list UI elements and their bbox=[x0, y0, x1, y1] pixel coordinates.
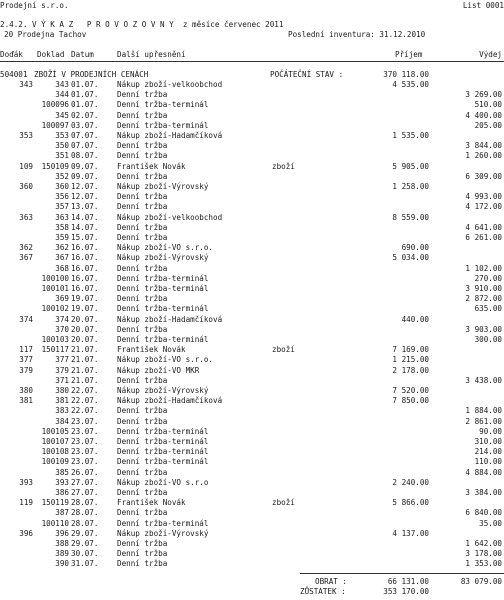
row-description: Denní tržba bbox=[117, 263, 168, 273]
row-doklad: 100096 bbox=[41, 100, 69, 110]
table-row bbox=[0, 202, 504, 211]
row-dodak: 393 bbox=[19, 477, 33, 487]
row-datum: 30.07. bbox=[71, 549, 99, 559]
row-dodak: 353 bbox=[19, 131, 33, 140]
row-datum: 22.07. bbox=[71, 396, 99, 406]
row-doklad: 396 bbox=[55, 528, 69, 538]
row-expense: 90.00 bbox=[479, 426, 502, 436]
table-row bbox=[0, 90, 504, 99]
row-datum: 31.07. bbox=[71, 559, 99, 569]
row-expense: 6 840.00 bbox=[465, 508, 502, 518]
row-doklad: 381 bbox=[55, 396, 69, 406]
table-row bbox=[0, 559, 504, 568]
row-datum: 27.07. bbox=[71, 488, 99, 497]
row-datum: 26.07. bbox=[71, 467, 99, 477]
row-datum: 23.07. bbox=[71, 416, 99, 426]
row-datum: 09.07. bbox=[71, 161, 99, 171]
table-row bbox=[0, 325, 504, 334]
table-row bbox=[0, 355, 504, 364]
row-description: Nákup zboží-Hadamčíková bbox=[117, 396, 223, 406]
page-number: List 0001 bbox=[462, 1, 504, 10]
row-description: Denní tržba bbox=[117, 151, 168, 161]
row-expense: 3 384.00 bbox=[465, 488, 502, 497]
table-row bbox=[0, 437, 504, 446]
row-expense: 3 438.00 bbox=[465, 375, 502, 385]
row-income: 690.00 bbox=[401, 243, 429, 253]
row-doklad: 384 bbox=[55, 416, 69, 426]
row-doklad: 369 bbox=[55, 294, 69, 304]
row-datum: 16.07. bbox=[71, 263, 99, 273]
row-doklad: 371 bbox=[55, 375, 69, 385]
table-row bbox=[0, 192, 504, 201]
row-doklad: 358 bbox=[55, 222, 69, 232]
table-row bbox=[0, 294, 504, 303]
row-income: 8 559.00 bbox=[392, 212, 429, 222]
row-income: 7 520.00 bbox=[392, 386, 429, 395]
row-datum: 20.07. bbox=[71, 335, 99, 344]
row-description: Denní tržba-terminál bbox=[117, 100, 209, 110]
row-datum: 15.07. bbox=[71, 233, 99, 242]
row-description: Denní tržba bbox=[117, 549, 168, 559]
row-expense: 6 309.00 bbox=[465, 171, 502, 181]
row-doklad: 356 bbox=[55, 192, 69, 202]
row-description: Nákup zboží-Hadamčíková bbox=[117, 131, 223, 140]
row-description: Denní tržba bbox=[117, 416, 168, 426]
row-description: Nákup zboží-velkoobchod bbox=[117, 80, 223, 89]
table-row bbox=[0, 427, 504, 436]
row-expense: 300.00 bbox=[474, 335, 502, 344]
table-row bbox=[0, 406, 504, 415]
row-doklad: 359 bbox=[55, 233, 69, 242]
row-description: Denní tržba bbox=[117, 110, 168, 120]
row-expense: 3 269.00 bbox=[465, 90, 502, 100]
table-row bbox=[0, 182, 504, 191]
row-doklad: 389 bbox=[55, 549, 69, 559]
row-doklad: 100103 bbox=[41, 335, 69, 344]
row-datum: 12.07. bbox=[71, 182, 99, 191]
row-expense: 4 641.00 bbox=[465, 222, 502, 232]
row-datum: 16.07. bbox=[71, 284, 99, 293]
row-expense: 635.00 bbox=[474, 304, 502, 314]
row-datum: 02.07. bbox=[71, 110, 99, 120]
row-expense: 214.00 bbox=[474, 447, 502, 457]
col-datum: Datum bbox=[71, 50, 94, 59]
row-datum: 22.07. bbox=[71, 406, 99, 416]
row-datum: 21.07. bbox=[71, 355, 99, 365]
row-datum: 01.07. bbox=[71, 100, 99, 110]
row-expense: 3 178.00 bbox=[465, 549, 502, 559]
row-doklad: 100105 bbox=[41, 426, 69, 436]
table-row bbox=[0, 478, 504, 487]
row-description: Nákup zboží-VO MKR bbox=[117, 365, 200, 375]
table-row bbox=[0, 274, 504, 283]
row-description: Denní tržba bbox=[117, 90, 168, 100]
opening-balance-label: POČÁTEČNÍ STAV : bbox=[270, 70, 344, 79]
row-description: Denní tržba bbox=[117, 375, 168, 385]
row-income: 4 137.00 bbox=[392, 528, 429, 538]
table-row bbox=[0, 468, 504, 477]
row-doklad: 150109 bbox=[41, 161, 69, 171]
table-row bbox=[0, 498, 504, 507]
table-row bbox=[0, 345, 504, 354]
row-expense: 3 910.00 bbox=[465, 284, 502, 293]
row-expense: 1 353.00 bbox=[465, 559, 502, 569]
col-vydej: Výdej bbox=[479, 50, 502, 59]
row-description: František Novák bbox=[117, 161, 186, 171]
table-row bbox=[0, 233, 504, 242]
row-note: zboží bbox=[272, 161, 295, 171]
row-income: 4 535.00 bbox=[392, 80, 429, 89]
balance-label: ZŮSTATEK : bbox=[300, 587, 346, 596]
table-row bbox=[0, 223, 504, 232]
row-doklad: 393 bbox=[55, 477, 69, 487]
row-description: Denní tržba-terminál bbox=[117, 426, 209, 436]
table-row bbox=[0, 151, 504, 160]
table-row bbox=[0, 539, 504, 548]
row-description: Denní tržba-terminál bbox=[117, 273, 209, 283]
row-doklad: 383 bbox=[55, 406, 69, 416]
row-description: Nákup zboží-Výrovský bbox=[117, 528, 209, 538]
row-dodak: 377 bbox=[19, 355, 33, 365]
company-name: Prodejní s.r.o. bbox=[0, 1, 69, 10]
row-dodak: 396 bbox=[19, 528, 33, 538]
row-expense: 4 993.00 bbox=[465, 192, 502, 202]
header-divider bbox=[0, 61, 504, 62]
row-datum: 29.07. bbox=[71, 528, 99, 538]
row-income: 5 866.00 bbox=[392, 498, 429, 508]
row-description: Denní tržba-terminál bbox=[117, 518, 209, 528]
row-datum: 23.07. bbox=[71, 447, 99, 457]
row-datum: 27.07. bbox=[71, 477, 99, 487]
table-row bbox=[0, 141, 504, 150]
row-description: Denní tržba bbox=[117, 202, 168, 212]
row-doklad: 350 bbox=[55, 141, 69, 151]
row-expense: 2 861.00 bbox=[465, 416, 502, 426]
row-doklad: 388 bbox=[55, 539, 69, 548]
table-row bbox=[0, 396, 504, 405]
row-expense: 4 884.00 bbox=[465, 467, 502, 477]
row-description: Denní tržba-terminál bbox=[117, 457, 209, 467]
row-expense: 2 872.00 bbox=[465, 294, 502, 304]
row-income: 1 215.00 bbox=[392, 355, 429, 365]
row-datum: 16.07. bbox=[71, 253, 99, 263]
col-doklad: Doklad bbox=[37, 50, 65, 59]
row-expense: 310.00 bbox=[474, 437, 502, 446]
row-datum: 12.07. bbox=[71, 192, 99, 202]
row-description: František Novák bbox=[117, 345, 186, 355]
row-doklad: 100110 bbox=[41, 518, 69, 528]
row-doklad: 370 bbox=[55, 324, 69, 334]
row-datum: 16.07. bbox=[71, 273, 99, 283]
row-income: 7 850.00 bbox=[392, 396, 429, 406]
row-description: Denní tržba bbox=[117, 324, 168, 334]
row-description: Nákup zboží-Výrovský bbox=[117, 386, 209, 395]
turnover-label: OBRAT : bbox=[315, 577, 348, 586]
row-description: Denní tržba-terminál bbox=[117, 447, 209, 457]
row-datum: 03.07. bbox=[71, 120, 99, 130]
col-prijem: Příjem bbox=[395, 50, 423, 59]
row-datum: 16.07. bbox=[71, 243, 99, 253]
row-expense: 3 903.00 bbox=[465, 324, 502, 334]
row-doklad: 100100 bbox=[41, 273, 69, 283]
row-doklad: 360 bbox=[55, 182, 69, 191]
row-expense: 4 400.00 bbox=[465, 110, 502, 120]
table-row bbox=[0, 366, 504, 375]
row-description: Denní tržba bbox=[117, 539, 168, 548]
row-dodak: 374 bbox=[19, 314, 33, 324]
row-note: zboží bbox=[272, 498, 295, 508]
row-dodak: 343 bbox=[19, 80, 33, 89]
table-row bbox=[0, 162, 504, 171]
balance-value: 353 170.00 bbox=[383, 587, 429, 596]
row-datum: 20.07. bbox=[71, 314, 99, 324]
table-row bbox=[0, 488, 504, 497]
row-description: Denní tržba-terminál bbox=[117, 284, 209, 293]
row-datum: 23.07. bbox=[71, 437, 99, 446]
row-income: 2 178.00 bbox=[392, 365, 429, 375]
row-expense: 35.00 bbox=[479, 518, 502, 528]
row-doklad: 345 bbox=[55, 110, 69, 120]
row-expense: 1 642.00 bbox=[465, 539, 502, 548]
row-expense: 6 261.00 bbox=[465, 233, 502, 242]
row-doklad: 100109 bbox=[41, 457, 69, 467]
row-doklad: 362 bbox=[55, 243, 69, 253]
row-description: Denní tržba bbox=[117, 406, 168, 416]
row-doklad: 100107 bbox=[41, 437, 69, 446]
row-datum: 29.07. bbox=[71, 539, 99, 548]
row-datum: 21.07. bbox=[71, 375, 99, 385]
table-row bbox=[0, 304, 504, 313]
row-income: 5 905.00 bbox=[392, 161, 429, 171]
row-income: 1 258.00 bbox=[392, 182, 429, 191]
row-datum: 01.07. bbox=[71, 80, 99, 89]
row-description: Denní tržba bbox=[117, 508, 168, 518]
table-row bbox=[0, 447, 504, 456]
row-dodak: 363 bbox=[19, 212, 33, 222]
row-description: Denní tržba bbox=[117, 141, 168, 151]
row-datum: 09.07. bbox=[71, 171, 99, 181]
table-row bbox=[0, 253, 504, 262]
totals-divider bbox=[300, 573, 504, 574]
row-dodak: 117 bbox=[19, 345, 33, 355]
table-row bbox=[0, 508, 504, 517]
row-dodak: 381 bbox=[19, 396, 33, 406]
table-row bbox=[0, 243, 504, 252]
row-doklad: 150117 bbox=[41, 345, 69, 355]
row-datum: 14.07. bbox=[71, 212, 99, 222]
row-datum: 07.07. bbox=[71, 141, 99, 151]
row-description: Nákup zboží-VO s.r.o. bbox=[117, 355, 214, 365]
row-datum: 20.07. bbox=[71, 324, 99, 334]
row-doklad: 368 bbox=[55, 263, 69, 273]
row-description: Denní tržba bbox=[117, 192, 168, 202]
row-description: Denní tržba-terminál bbox=[117, 335, 209, 344]
table-row bbox=[0, 519, 504, 528]
row-datum: 19.07. bbox=[71, 304, 99, 314]
row-description: Denní tržba-terminál bbox=[117, 304, 209, 314]
row-doklad: 380 bbox=[55, 386, 69, 395]
opening-balance-value: 370 118.00 bbox=[383, 70, 429, 79]
row-dodak: 379 bbox=[19, 365, 33, 375]
row-doklad: 374 bbox=[55, 314, 69, 324]
row-expense: 205.00 bbox=[474, 120, 502, 130]
table-row bbox=[0, 284, 504, 293]
row-doklad: 353 bbox=[55, 131, 69, 140]
row-description: Denní tržba-terminál bbox=[117, 120, 209, 130]
row-income: 2 240.00 bbox=[392, 477, 429, 487]
row-income: 440.00 bbox=[401, 314, 429, 324]
row-datum: 21.07. bbox=[71, 345, 99, 355]
report-title: 2.4.2. V Ý K A Z P R O V O Z O V N Y z měsíce červenec 2011 bbox=[0, 20, 284, 29]
table-row bbox=[0, 417, 504, 426]
row-datum: 23.07. bbox=[71, 457, 99, 467]
row-dodak: 119 bbox=[19, 498, 33, 508]
row-description: Nákup zboží-VO s.r.o bbox=[117, 477, 209, 487]
row-description: Nákup zboží-Hadamčíková bbox=[117, 314, 223, 324]
row-description: Denní tržba bbox=[117, 467, 168, 477]
row-datum: 21.07. bbox=[71, 365, 99, 375]
row-datum: 08.07. bbox=[71, 151, 99, 161]
row-datum: 28.07. bbox=[71, 508, 99, 518]
last-inventory: Poslední inventura: 31.12.2010 bbox=[288, 30, 426, 39]
row-income: 7 169.00 bbox=[392, 345, 429, 355]
table-row bbox=[0, 335, 504, 344]
row-description: Nákup zboží-Výrovský bbox=[117, 182, 209, 191]
row-expense: 270.00 bbox=[474, 273, 502, 283]
row-description: Nákup zboží-velkoobchod bbox=[117, 212, 223, 222]
col-dodak: Doďák bbox=[0, 50, 23, 59]
table-row bbox=[0, 315, 504, 324]
row-dodak: 367 bbox=[19, 253, 33, 263]
row-datum: 23.07. bbox=[71, 426, 99, 436]
row-description: Denní tržba bbox=[117, 488, 168, 497]
row-expense: 4 172.00 bbox=[465, 202, 502, 212]
row-doklad: 351 bbox=[55, 151, 69, 161]
table-row bbox=[0, 172, 504, 181]
row-doklad: 150119 bbox=[41, 498, 69, 508]
turnover-income: 66 131.00 bbox=[387, 577, 429, 586]
row-doklad: 390 bbox=[55, 559, 69, 569]
row-doklad: 363 bbox=[55, 212, 69, 222]
row-description: František Novák bbox=[117, 498, 186, 508]
account-label: ZBOŽÍ V PRODEJNÍCH CENÁCH bbox=[34, 70, 149, 79]
row-description: Nákup zboží-Výrovský bbox=[117, 253, 209, 263]
table-row bbox=[0, 549, 504, 558]
row-description: Denní tržba bbox=[117, 222, 168, 232]
table-row bbox=[0, 529, 504, 538]
row-doklad: 100101 bbox=[41, 284, 69, 293]
row-expense: 510.00 bbox=[474, 100, 502, 110]
row-doklad: 387 bbox=[55, 508, 69, 518]
row-expense: 1 102.00 bbox=[465, 263, 502, 273]
row-expense: 1 260.00 bbox=[465, 151, 502, 161]
row-expense: 3 844.00 bbox=[465, 141, 502, 151]
table-row bbox=[0, 264, 504, 273]
table-row bbox=[0, 80, 504, 89]
table-row bbox=[0, 213, 504, 222]
row-datum: 28.07. bbox=[71, 498, 99, 508]
row-description: Denní tržba bbox=[117, 233, 168, 242]
row-description: Denní tržba bbox=[117, 294, 168, 304]
row-dodak: 362 bbox=[19, 243, 33, 253]
col-upresneni: Další upřesnění bbox=[117, 50, 186, 59]
row-income: 5 034.00 bbox=[392, 253, 429, 263]
row-datum: 14.07. bbox=[71, 222, 99, 232]
row-doklad: 357 bbox=[55, 202, 69, 212]
row-datum: 07.07. bbox=[71, 131, 99, 140]
row-doklad: 386 bbox=[55, 488, 69, 497]
row-dodak: 109 bbox=[19, 161, 33, 171]
row-doklad: 100108 bbox=[41, 447, 69, 457]
row-description: Denní tržba bbox=[117, 559, 168, 569]
row-datum: 28.07. bbox=[71, 518, 99, 528]
store-name: 20 Prodejna Tachov bbox=[4, 30, 87, 39]
row-dodak: 380 bbox=[19, 386, 33, 395]
row-datum: 01.07. bbox=[71, 90, 99, 100]
row-expense: 1 884.00 bbox=[465, 406, 502, 416]
row-doklad: 100097 bbox=[41, 120, 69, 130]
row-description: Denní tržba-terminál bbox=[117, 437, 209, 446]
row-note: zboží bbox=[272, 345, 295, 355]
table-row bbox=[0, 121, 504, 130]
row-description: Nákup zboží-VO s.r.o. bbox=[117, 243, 214, 253]
row-doklad: 343 bbox=[55, 80, 69, 89]
row-doklad: 344 bbox=[55, 90, 69, 100]
row-doklad: 100102 bbox=[41, 304, 69, 314]
table-row bbox=[0, 100, 504, 109]
row-doklad: 377 bbox=[55, 355, 69, 365]
row-dodak: 360 bbox=[19, 182, 33, 191]
account-code: 504001 bbox=[0, 70, 28, 79]
row-datum: 22.07. bbox=[71, 386, 99, 395]
table-row bbox=[0, 457, 504, 466]
row-expense: 110.00 bbox=[474, 457, 502, 467]
table-row bbox=[0, 111, 504, 120]
row-income: 1 535.00 bbox=[392, 131, 429, 140]
row-doklad: 367 bbox=[55, 253, 69, 263]
table-row bbox=[0, 131, 504, 140]
turnover-expense: 83 079.00 bbox=[460, 577, 502, 586]
row-description: Denní tržba bbox=[117, 171, 168, 181]
row-doklad: 385 bbox=[55, 467, 69, 477]
row-doklad: 379 bbox=[55, 365, 69, 375]
table-row bbox=[0, 376, 504, 385]
row-doklad: 352 bbox=[55, 171, 69, 181]
row-datum: 19.07. bbox=[71, 294, 99, 304]
table-row bbox=[0, 386, 504, 395]
row-datum: 13.07. bbox=[71, 202, 99, 212]
